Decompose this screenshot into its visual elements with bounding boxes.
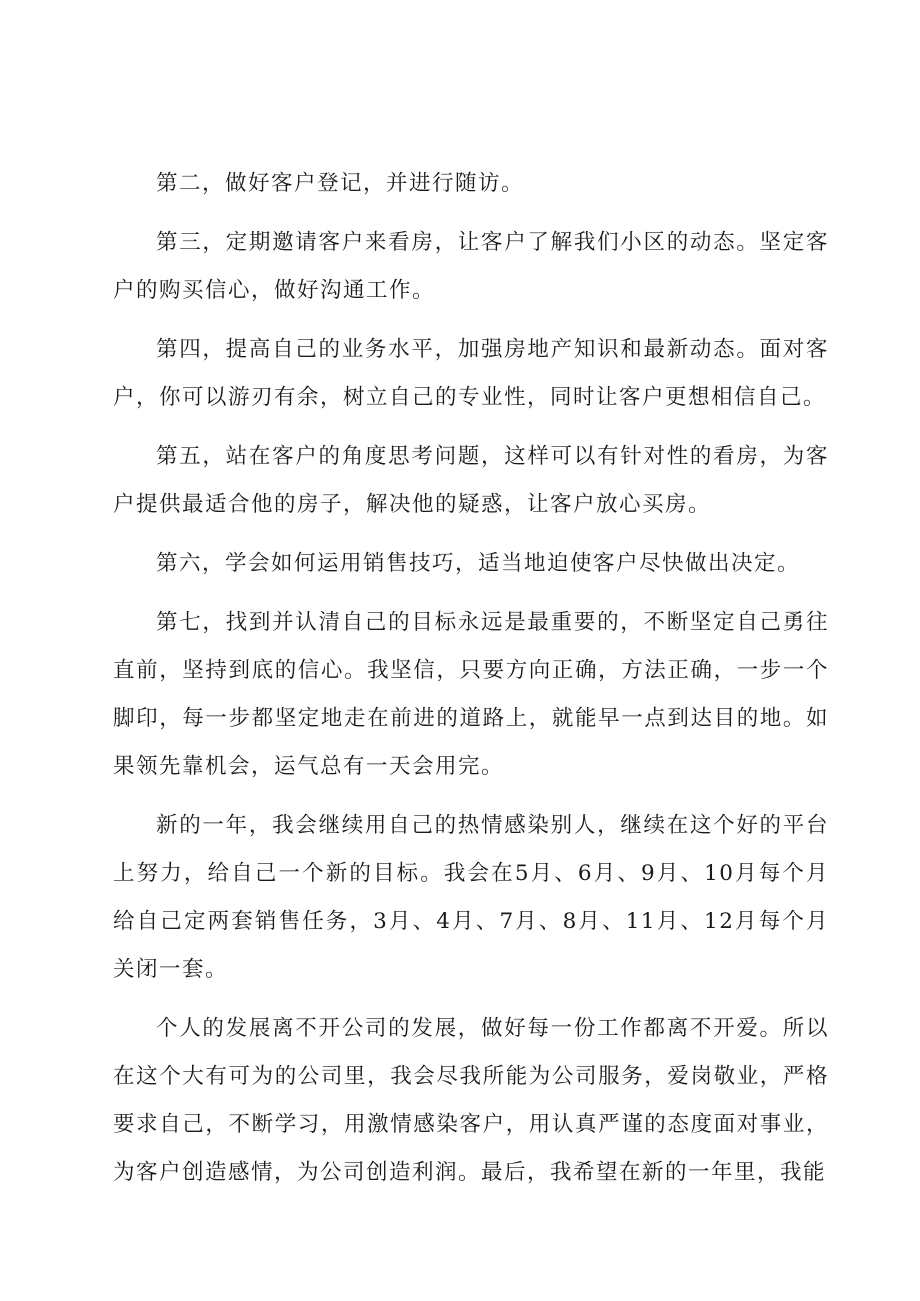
paragraph-new-year: 新的一年，我会继续用自己的热情感染别人，继续在这个好的平台上努力，给自己一个新的目标。我会在5月、6月、9月、10月每个月给自己定两套销售任务，3月、4月、7月、8月、11月、12月每个月关闭一套。: [113, 813, 829, 982]
paragraph-second: 第二，做好客户登记，并进行随访。: [156, 171, 525, 196]
document-page: [113, 160, 829, 1208]
paragraph-fifth: 第五，站在客户的角度思考问题，这样可以有针对性的看房，为客户提供最适合他的房子，解决他的疑惑，让客户放心买房。: [113, 444, 829, 517]
paragraph-personal-development: 个人的发展离不开公司的发展，做好每一份工作都离不开爱。所以在这个大有可为的公司里，我会尽我所能为公司服务，爱岗敬业，严格要求自己，不断学习，用激情感染客户，用认真严谨的态度面对事业，为客户创造感情，为公司创造利润。最后，我希望在新的一年里，我能: [113, 1016, 829, 1185]
paragraph-sixth: 第六，学会如何运用销售技巧，适当地迫使客户尽快做出决定。: [156, 551, 801, 576]
paragraph-third: 第三，定期邀请客户来看房，让客户了解我们小区的动态。坚定客户的购买信心，做好沟通工作。: [113, 230, 829, 303]
paragraph-fourth: 第四，提高自己的业务水平，加强房地产知识和最新动态。面对客户，你可以游刃有余，树立自己的专业性，同时让客户更想相信自己。: [113, 337, 829, 410]
paragraph-seventh: 第七，找到并认清自己的目标永远是最重要的，不断坚定自己勇往直前，坚持到底的信心。我坚信，只要方向正确，方法正确，一步一个脚印，每一步都坚定地走在前进的道路上，就能早一点到达目的地。如果领先靠机会，运气总有一天会用完。: [113, 610, 829, 779]
